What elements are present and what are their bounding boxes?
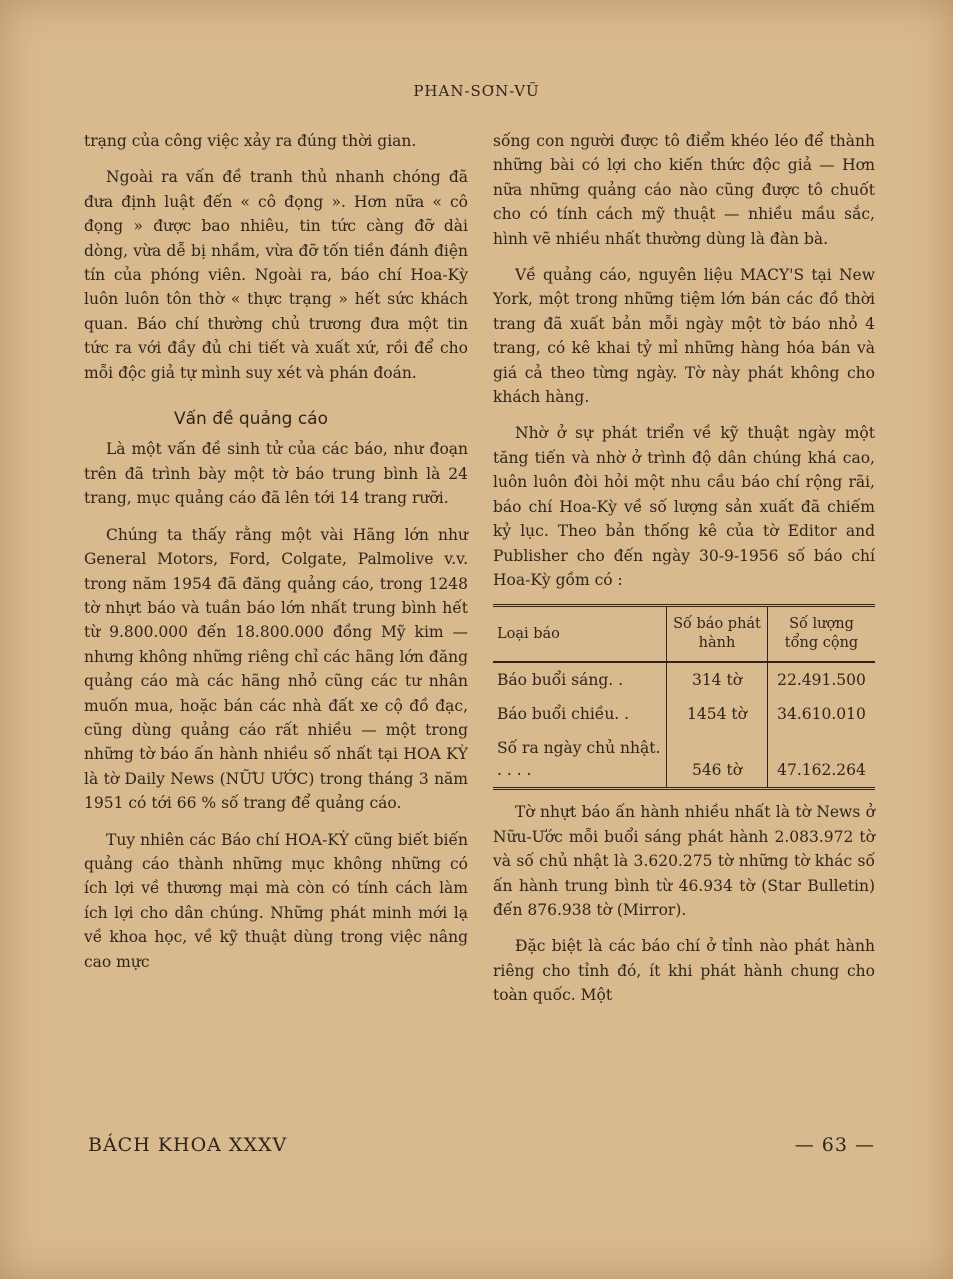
table-cell: 546 tờ	[667, 731, 768, 789]
column-header: Số lượng tổng cộng	[768, 606, 876, 663]
table-cell: Báo buổi chiều. .	[497, 705, 630, 724]
section-heading: Vấn đề quảng cáo	[174, 409, 328, 430]
table-cell: 34.610.010	[768, 697, 876, 731]
magazine-title: BÁCH KHOA XXXV	[88, 1134, 288, 1156]
paragraph: trạng của công việc xảy ra đúng thời gian.	[84, 132, 417, 150]
running-header: PHAN-SƠN-VŨ	[413, 82, 540, 100]
column-header: Số báo phát hành	[667, 606, 768, 663]
paragraph: Về quảng cáo, nguyên liệu MACY'S tại New York, một trong những tiệm lớn bán các đồ thời trang đã xuất bản mỗi ngày một tờ báo nhỏ 4 trang, có kê khai tỷ mỉ những hàng hóa bán và giá cả theo từng ngày. Tờ này phát không cho khách hàng.	[493, 266, 875, 407]
table-row	[493, 731, 875, 789]
paragraph: Tờ nhựt báo ấn hành nhiều nhất là tờ News ở Nữu-Ước mỗi buổi sáng phát hành 2.083.972 tờ và số chủ nhật là 3.620.275 tờ những tờ khác số ấn hành trung bình từ 46.934 tờ (Star Bulletin) đến 876.938 tờ (Mirror).	[493, 803, 875, 919]
paragraph: Nhờ ở sự phát triển về kỹ thuật ngày một tăng tiến và nhờ ở trình độ dân chúng khá cao, luôn luôn đòi hỏi một nhu cầu báo chí rộng rãi, báo chí Hoa-Kỳ về số lượng sản xuất đã chiếm kỷ lục. Theo bản thống kê của tờ Editor and Publisher cho đến ngày 30-9-1956 số báo chí Hoa-Kỳ gồm có :	[493, 424, 875, 589]
table-cell: 22.491.500	[768, 662, 876, 697]
paragraph: Tuy nhiên các Báo chí HOA-KỲ cũng biết biến quảng cáo thành những mục không những có ích lợi về thương mại mà còn có tính cách làm ích lợi cho dân chúng. Những phát minh mới lạ về khoa học, về kỹ thuật dùng trong việc nâng cao mực	[84, 830, 468, 971]
page-number: — 63 —	[794, 1134, 875, 1156]
paragraph: Là một vấn đề sinh tử của các báo, như đoạn trên đã trình bày một tờ báo trung bình là 24 trang, mục quảng cáo đã lên tới 14 trang rưỡi.	[84, 440, 468, 508]
newspaper-statistics-table	[493, 604, 875, 790]
left-column	[84, 129, 468, 986]
right-column	[493, 129, 875, 1020]
paragraph: Chúng ta thấy rằng một vài Hãng lớn như General Motors, Ford, Colgate, Palmolive v.v. trong năm 1954 đã đăng quảng cáo, trong 1248 tờ nhựt báo và tuần báo lớn nhất trung bình hết từ 9.800.000 đến 18.800.000 đồng Mỹ kim — nhưng không những riêng chỉ các hãng lớn đăng quảng cáo mà các hãng nhỏ cũng các tư nhân muốn mua, hoặc bán các nhà đất xe cộ đồ đạc, cũng dùng quảng cáo rất nhiều — một trong những tờ báo ấn hành nhiều số nhất tại HOA KỲ là tờ Daily News (NỮU ƯỚC) trong tháng 3 năm 1951 có tới 66 % số trang để quảng cáo.	[84, 525, 468, 813]
table-cell: 1454 tờ	[667, 697, 768, 731]
table-header-row	[493, 606, 875, 663]
table-cell: 47.162.264	[768, 731, 876, 789]
column-header: Loại báo	[493, 606, 667, 663]
table-cell: Báo buổi sáng. .	[497, 671, 624, 690]
table-row	[493, 662, 875, 697]
paragraph: Đặc biệt là các báo chí ở tỉnh nào phát hành riêng cho tỉnh đó, ít khi phát hành chung cho toàn quốc. Một	[493, 937, 875, 1005]
table-cell: 314 tờ	[667, 662, 768, 697]
paragraph: sống con người được tô điểm khéo léo để thành những bài có lợi cho kiến thức độc giả — Hơn nữa những quảng cáo nào cũng được tô chuốt cho có tính cách mỹ thuật — nhiều mầu sắc, hình vẽ nhiều nhất thường dùng là đàn bà.	[493, 132, 875, 248]
paragraph: Ngoài ra vấn đề tranh thủ nhanh chóng đã đưa định luật đến « cô đọng ». Hơn nữa « cô đọng » được bao nhiêu, tin tức càng đỡ dài dòng, vừa dễ bị nhầm, vừa đỡ tốn tiền đánh điện tín của phóng viên. Ngoài ra, báo chí Hoa-Kỳ luôn luôn tôn thờ « thực trạng » hết sức khách quan. Báo chí thường chủ trương đưa một tin tức ra với đầy đủ chi tiết và xuất xứ, rồi để cho mỗi độc giả tự mình suy xét và phán đoán.	[84, 168, 468, 382]
table-cell: Số ra ngày chủ nhật. . . . .	[497, 739, 661, 780]
table-row	[493, 697, 875, 731]
